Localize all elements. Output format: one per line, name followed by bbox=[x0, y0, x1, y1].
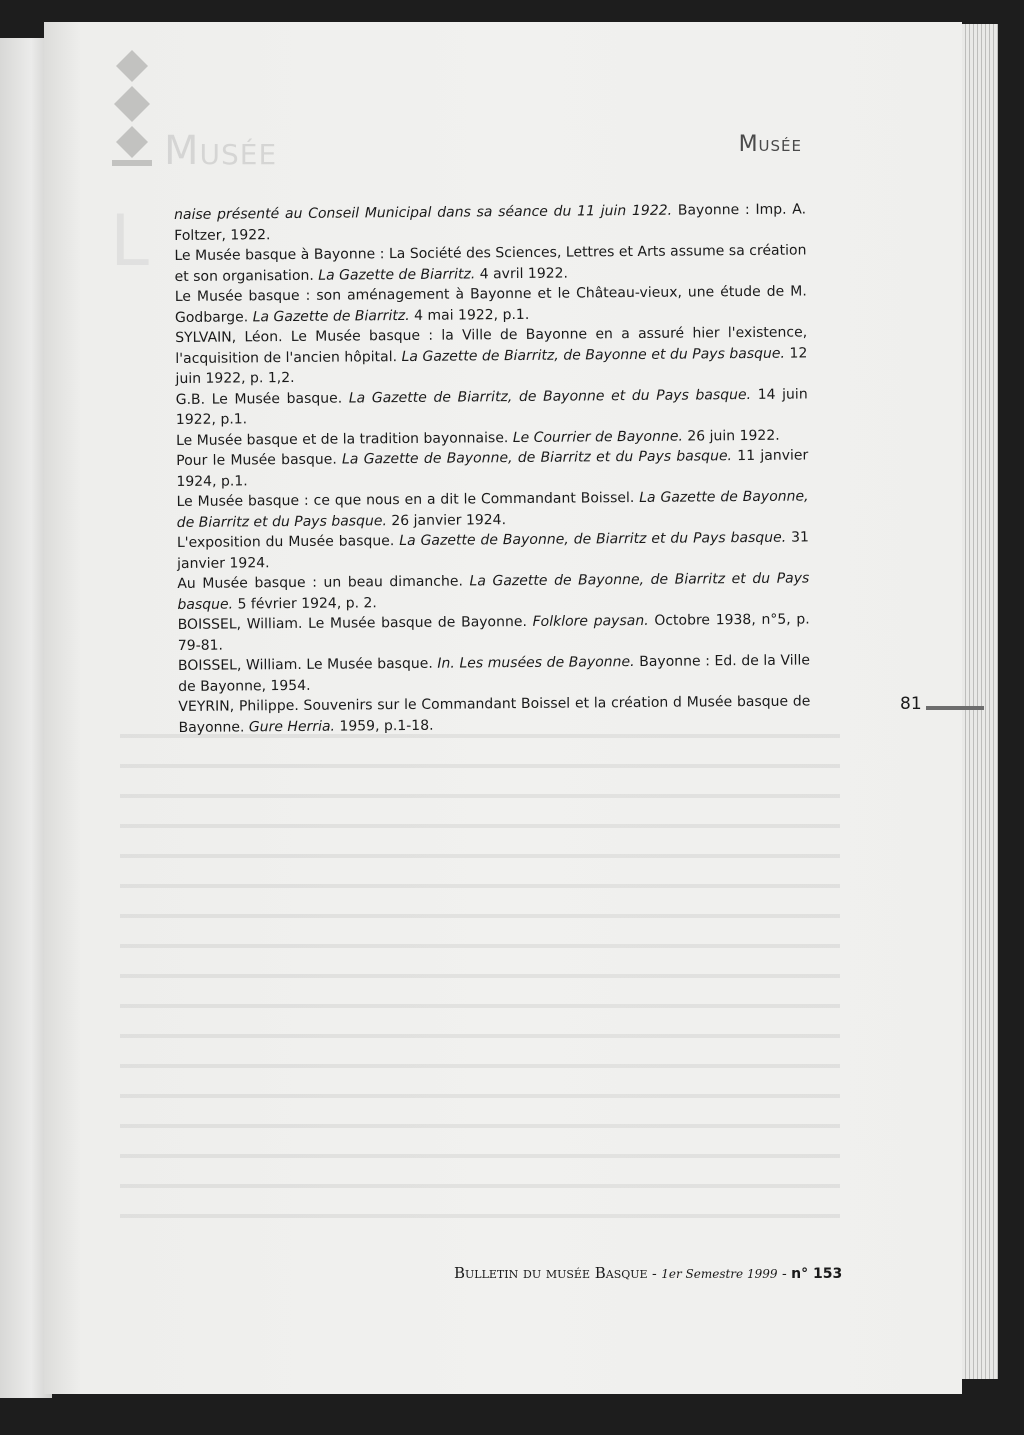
bibliography-entry bbox=[178, 609, 810, 656]
entry-text: VEYRIN, Philippe. Souvenirs sur le Commandant Boissel et la création d Musée basque de Bayonne. bbox=[178, 693, 811, 736]
entry-text: Pour le Musée basque. bbox=[176, 451, 343, 469]
entry-text: 14 juin 1922, p.1. bbox=[175, 385, 808, 428]
footer-separator: - bbox=[777, 1266, 792, 1282]
footer bbox=[454, 1264, 842, 1282]
entry-text: 1959, p.1-18. bbox=[334, 717, 434, 735]
entry-text: BOISSEL, William. Le Musée basque de Bayonne. bbox=[177, 613, 533, 633]
footer-issue: n° 153 bbox=[791, 1266, 843, 1282]
bibliography-entry bbox=[177, 527, 809, 574]
entry-text: Le Musée basque : son aménagement à Bayonne et le Château-vieux, une étude de M. Godbarge. bbox=[174, 283, 807, 326]
entry-text: BOISSEL, William. Le Musée basque. bbox=[177, 655, 438, 674]
entry-text: 12 juin 1922, p. 1,2. bbox=[175, 344, 808, 387]
bibliography-entry bbox=[174, 199, 806, 246]
bibliography-entry bbox=[177, 568, 809, 615]
footer-publication: Bulletin du musée Basque bbox=[454, 1264, 648, 1282]
bibliography-entry bbox=[176, 445, 808, 492]
bibliography-entry bbox=[178, 650, 810, 697]
entry-text: 26 janvier 1924. bbox=[386, 511, 507, 529]
entry-title: La Gazette de Biarritz. bbox=[252, 307, 410, 325]
entry-text: Bayonne : Ed. de la Ville de Bayonne, 1954. bbox=[178, 652, 811, 695]
entry-text: 4 avril 1922. bbox=[475, 265, 569, 282]
bibliography-entry bbox=[176, 384, 808, 431]
page-tab-marker bbox=[926, 706, 984, 710]
entry-title: In. Les musées de Bayonne. bbox=[437, 653, 635, 672]
footer-semester: 1er Semestre 1999 bbox=[661, 1267, 778, 1281]
entry-text: 5 février 1924, p. 2. bbox=[233, 594, 377, 612]
bibliography-entry bbox=[177, 486, 809, 533]
entry-text: Au Musée basque : un beau dimanche. bbox=[177, 573, 470, 592]
entry-title: La Gazette de Bayonne, de Biarritz et du Pays basque. bbox=[177, 570, 810, 613]
page-number: 81 bbox=[900, 694, 922, 714]
bibliography-entry bbox=[174, 240, 806, 287]
entry-title: Le Courrier de Bayonne. bbox=[512, 428, 683, 446]
entry-title: La Gazette de Bayonne, de Biarritz et du Pays basque. bbox=[176, 488, 809, 531]
bibliography-list bbox=[174, 199, 811, 737]
bibliography-entry bbox=[175, 322, 808, 389]
entry-text: SYLVAIN, Léon. Le Musée basque : la Ville de Bayonne en a assuré hier l'existence, l'acquisition de l'ancien hôpital. bbox=[175, 324, 808, 367]
entry-text: 31 janvier 1924. bbox=[177, 529, 809, 572]
entry-title: La Gazette de Biarritz, de Bayonne et du Pays basque. bbox=[401, 345, 786, 365]
footer-separator: - bbox=[647, 1266, 662, 1282]
bibliography-entry bbox=[178, 691, 810, 738]
bleed-through-heading: L bbox=[110, 200, 153, 282]
entry-text: G.B. Le Musée basque. bbox=[175, 389, 349, 408]
ornament-watermark-icon bbox=[108, 48, 156, 168]
entry-text: 4 mai 1922, p.1. bbox=[409, 306, 530, 324]
entry-text: Bayonne : Imp. A. Foltzer, 1922. bbox=[174, 201, 807, 244]
entry-title: Gure Herria. bbox=[248, 718, 336, 735]
running-head: Musée bbox=[738, 132, 802, 157]
entry-text: 11 janvier 1924, p.1. bbox=[176, 447, 809, 490]
entry-title: La Gazette de Biarritz. bbox=[318, 265, 476, 284]
entry-title: Folklore paysan. bbox=[532, 612, 649, 630]
bleed-through-text bbox=[120, 720, 840, 1240]
bibliography-entry bbox=[175, 281, 807, 328]
entry-text: 26 juin 1922. bbox=[682, 427, 780, 445]
entry-text: Le Musée basque : ce que nous en a dit le Commandant Boissel. bbox=[176, 489, 640, 510]
watermark-title: Musée bbox=[164, 128, 278, 174]
entry-title: La Gazette de Bayonne, de Biarritz et du Pays basque. bbox=[341, 448, 733, 468]
entry-title: naise présenté au Conseil Municipal dans sa séance du 11 juin 1922. bbox=[174, 202, 673, 223]
entry-text: L'exposition du Musée basque. bbox=[176, 533, 400, 551]
entry-text: Le Musée basque et de la tradition bayonnaise. bbox=[175, 429, 513, 449]
entry-text: Octobre 1938, n°5, p. 79-81. bbox=[177, 611, 810, 654]
entry-title: La Gazette de Biarritz, de Bayonne et du Pays basque. bbox=[348, 386, 752, 406]
entry-title: La Gazette de Bayonne, de Biarritz et du Pays basque. bbox=[399, 529, 787, 550]
entry-text: Le Musée basque à Bayonne : La Société des Sciences, Lettres et Arts assume sa création et son organisation. bbox=[174, 242, 807, 285]
